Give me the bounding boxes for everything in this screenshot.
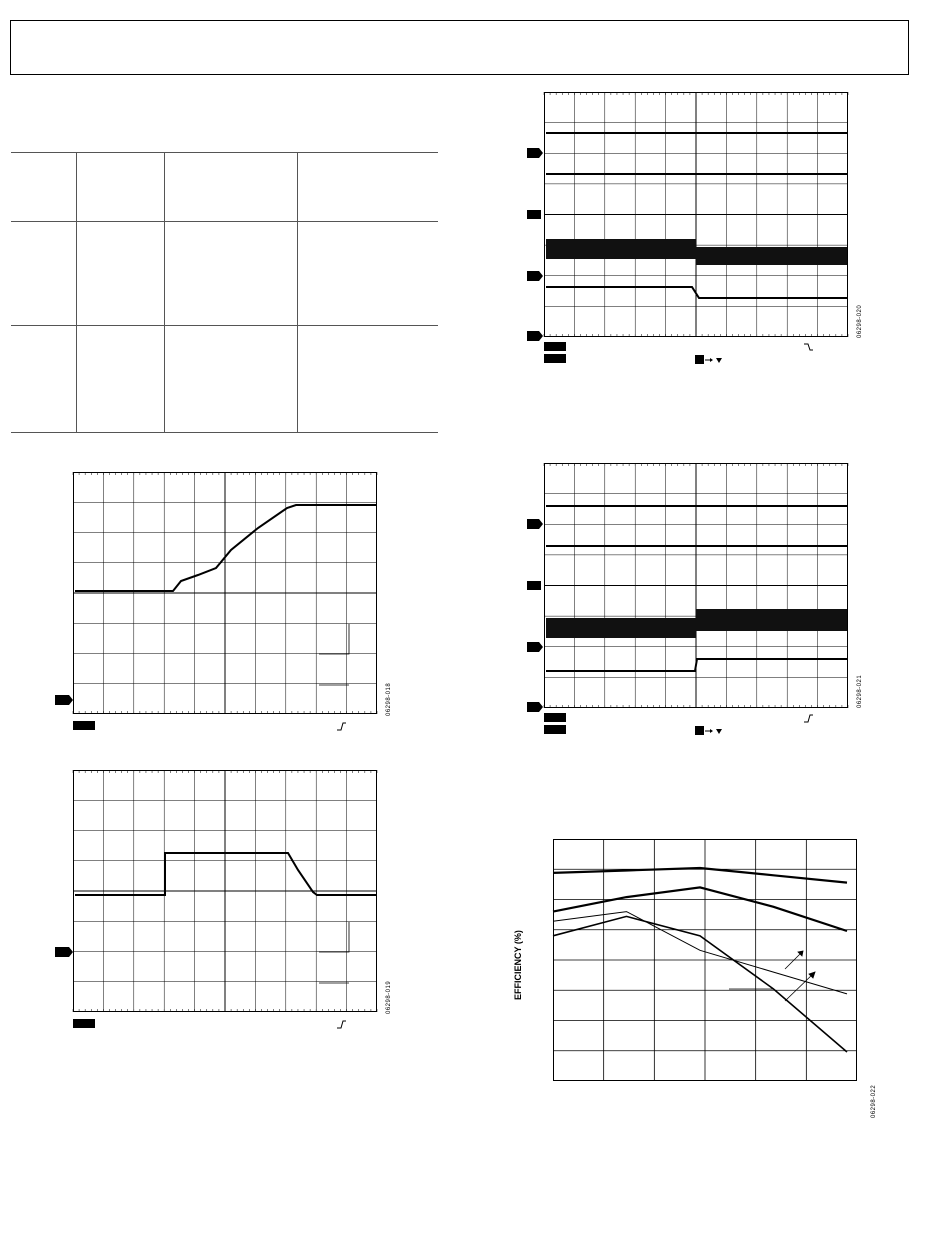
curve-annotation-arrows	[729, 951, 815, 1001]
scope-marker	[527, 210, 541, 219]
figure-id: 06298-018	[386, 682, 392, 716]
scope-marker	[527, 642, 547, 654]
figure-id: 06298-021	[857, 674, 863, 708]
scope-annotation-box	[319, 624, 349, 685]
scope-plot-020	[544, 92, 849, 337]
scope-marker	[527, 519, 547, 531]
scope-channel-badge	[544, 725, 566, 734]
arrow-icons	[705, 356, 723, 364]
figure-id: 06298-019	[386, 980, 392, 1014]
scope-marker	[527, 271, 547, 283]
scope-plot-018	[73, 472, 378, 714]
table-col-divider	[76, 152, 77, 432]
scope-marker-019	[55, 947, 75, 959]
scope-channel-badge	[544, 354, 566, 363]
figure-id: 06298-020	[857, 304, 863, 338]
scope-plot-019	[73, 770, 378, 1012]
trigger-rising-icon	[337, 1019, 347, 1029]
scope-annotation-box	[319, 922, 349, 983]
scope-grid	[73, 472, 377, 714]
trigger-rising-icon	[337, 721, 347, 731]
scope-channel-badge	[544, 342, 566, 351]
arrow-icons	[705, 727, 723, 735]
scope-grid	[544, 92, 848, 337]
table-rule-bottom	[11, 432, 438, 433]
efficiency-chart	[553, 839, 857, 1081]
trigger-falling-icon	[804, 342, 814, 352]
table-col-divider	[297, 152, 298, 432]
scope-plot-021	[544, 463, 849, 708]
scope-channel-badge	[544, 713, 566, 722]
table-col-divider	[164, 152, 165, 432]
scope-grid	[73, 770, 377, 1012]
efficiency-series-line	[553, 868, 847, 883]
figure-id: 06298-022	[871, 1084, 877, 1118]
page-header-box	[10, 20, 909, 75]
scope-trace-noise-band	[696, 247, 847, 265]
scope-trace-noise-band	[696, 609, 847, 631]
chart-grid	[553, 839, 857, 1081]
scope-channel-badge	[73, 721, 95, 730]
scope-channel-badge	[73, 1019, 95, 1028]
scope-marker	[527, 148, 547, 160]
trigger-rising-icon	[804, 713, 814, 723]
scope-trace-noise-band	[546, 239, 696, 259]
timebase-marker	[695, 726, 704, 735]
scope-marker	[527, 581, 541, 590]
y-axis-label: EFFICIENCY (%)	[513, 930, 523, 1000]
scope-marker-018	[55, 695, 75, 707]
timebase-marker	[695, 355, 704, 364]
scope-trace-noise-band	[546, 618, 696, 638]
